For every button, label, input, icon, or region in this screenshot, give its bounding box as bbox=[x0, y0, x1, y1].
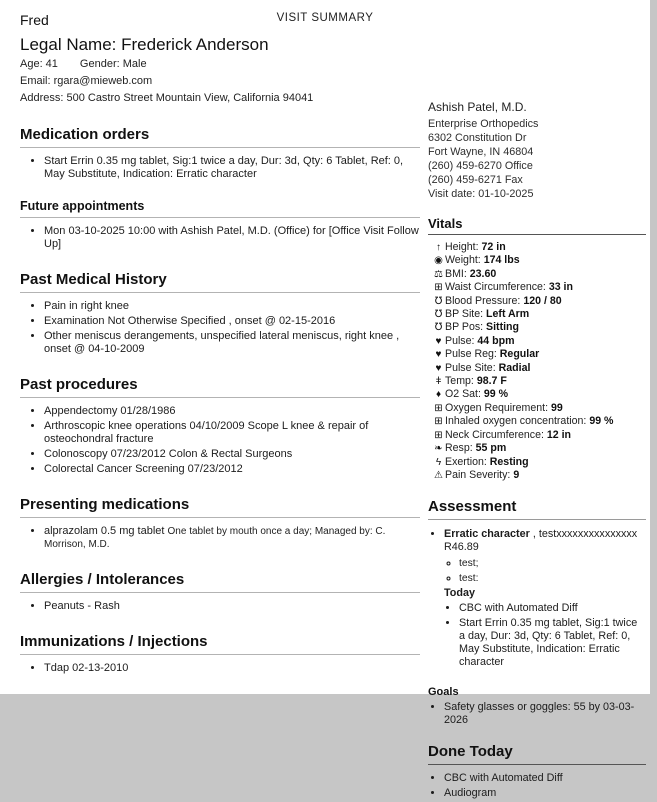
vital-row bbox=[432, 308, 646, 321]
patient-first-name: Fred bbox=[20, 12, 49, 28]
assessment-today-label: Today bbox=[444, 587, 475, 600]
assessment-diagnosis: Erratic character bbox=[444, 528, 530, 541]
vital-value: 33 in bbox=[548, 281, 573, 294]
immunization-item: • Tdap 02-13-2010 bbox=[44, 662, 420, 675]
procedure-item: • Colorectal Cancer Screening 07/23/2012 bbox=[44, 463, 420, 476]
vital-label: Pulse: bbox=[445, 334, 475, 347]
stethoscope-icon: ℧ bbox=[434, 309, 443, 321]
section-medication-orders bbox=[20, 126, 420, 181]
heart-icon: ♥ bbox=[435, 335, 442, 347]
vitals-heading: Vitals bbox=[428, 216, 646, 235]
medication-order-item: • Start Errin 0.35 mg tablet, Sig:1 twice a day, Dur: 3d, Qty: 6 Tablet, Ref: 0, May Substitute, Indication: Erratic character bbox=[44, 155, 420, 181]
medication-orders-list bbox=[20, 155, 420, 181]
medkit-icon: ⊞ bbox=[434, 402, 443, 414]
vital-label: Inhaled oxygen concentration: bbox=[445, 415, 587, 428]
assessment-heading: Assessment bbox=[428, 498, 646, 520]
allergy-item: • Peanuts - Rash bbox=[44, 600, 420, 613]
vital-value: 99 % bbox=[483, 388, 509, 401]
history-item: • Pain in right knee bbox=[44, 300, 420, 313]
medkit-icon: ⊞ bbox=[434, 416, 443, 428]
vital-row bbox=[432, 469, 646, 482]
vital-row bbox=[432, 375, 646, 388]
vital-label: Temp: bbox=[445, 375, 474, 388]
assessment-diagnosis-detail: , testxxxxxxxxxxxxxxx R46.89 bbox=[444, 528, 638, 554]
appointment-item: • Mon 03-10-2025 10:00 with Ashish Patel, M.D. (Office) for [Office Visit Follow Up] bbox=[44, 225, 420, 251]
vital-value: 174 lbs bbox=[483, 254, 520, 267]
leaf-icon: ❧ bbox=[434, 443, 443, 455]
vital-label: Weight: bbox=[445, 254, 481, 267]
vital-row bbox=[432, 348, 646, 361]
provider-line: Visit date: 01-10-2025 bbox=[428, 188, 534, 200]
vital-label: Neck Circumference: bbox=[445, 428, 544, 441]
vital-label: BP Site: bbox=[445, 308, 484, 321]
medication-detail: One tablet by mouth once a day; Managed by: C. Morrison, M.D. bbox=[44, 526, 386, 550]
patient-address: Address: 500 Castro Street Mountain View, California 94041 bbox=[20, 92, 314, 104]
vital-row bbox=[432, 254, 646, 267]
balance-icon: ⚖ bbox=[434, 268, 443, 280]
assessment-today-item: • CBC with Automated Diff bbox=[459, 602, 646, 615]
heart-icon: ♥ bbox=[435, 349, 442, 361]
thermometer-icon: ǂ bbox=[435, 376, 442, 388]
provider-block bbox=[428, 100, 646, 201]
warning-icon: ⚠ bbox=[434, 469, 443, 481]
section-assessment bbox=[428, 498, 646, 669]
assessment-today-list bbox=[444, 602, 646, 669]
past-procedures-list bbox=[20, 405, 420, 476]
page-title: VISIT SUMMARY bbox=[276, 12, 374, 24]
vitals-list bbox=[428, 241, 646, 482]
vital-value: Sitting bbox=[486, 321, 519, 334]
heart-icon: ♥ bbox=[435, 362, 442, 374]
assessment-today-item: • Start Errin 0.35 mg tablet, Sig:1 twice a day, Dur: 3d, Qty: 6 Tablet, Ref: 0, May Substitute, Indication: Erratic character bbox=[459, 617, 646, 669]
medication-orders-heading: Medication orders bbox=[20, 126, 420, 148]
done-today-list bbox=[428, 772, 646, 800]
patient-gender: Gender: Male bbox=[79, 58, 147, 70]
patient-age: Age: 41 bbox=[20, 58, 58, 70]
section-presenting-medications bbox=[20, 496, 420, 551]
presenting-medication-item bbox=[44, 525, 420, 551]
droplet-icon: ♦ bbox=[435, 389, 442, 401]
vital-value: 120 / 80 bbox=[523, 294, 562, 307]
medication-name: alprazolam 0.5 mg tablet bbox=[44, 525, 165, 537]
provider-line: Enterprise Orthopedics bbox=[428, 118, 539, 130]
patient-email: Email: rgara@mieweb.com bbox=[20, 75, 153, 87]
scale-icon: ◉ bbox=[434, 255, 443, 267]
done-today-item: • Audiogram bbox=[444, 787, 646, 800]
past-procedures-heading: Past procedures bbox=[20, 376, 420, 398]
vital-row bbox=[432, 415, 646, 428]
provider-line: Fort Wayne, IN 46804 bbox=[428, 146, 534, 158]
procedure-item: • Arthroscopic knee operations 04/10/2009 Scope L knee & repair of osteochondral fracture bbox=[44, 420, 420, 446]
vital-row bbox=[432, 295, 646, 308]
assessment-sub-item: ◦ test: bbox=[459, 572, 646, 585]
stethoscope-icon: ℧ bbox=[434, 322, 443, 334]
immunizations-list bbox=[20, 662, 420, 675]
vital-row bbox=[432, 241, 646, 254]
vital-row bbox=[432, 456, 646, 469]
vital-value: 44 bpm bbox=[477, 334, 515, 347]
allergies-list bbox=[20, 600, 420, 613]
presenting-medications-list bbox=[20, 525, 420, 551]
vital-label: Exertion: bbox=[445, 455, 487, 468]
assessment-sub-item: ◦ test; bbox=[459, 557, 646, 570]
lightning-icon: ϟ bbox=[435, 456, 442, 468]
vital-label: Height: bbox=[445, 241, 479, 253]
presenting-medications-heading: Presenting medications bbox=[20, 496, 420, 518]
right-column bbox=[428, 100, 646, 802]
provider-name: Ashish Patel, M.D. bbox=[428, 100, 527, 114]
immunizations-heading: Immunizations / Injections bbox=[20, 633, 420, 655]
vital-value: 99 % bbox=[589, 415, 614, 428]
medkit-icon: ⊞ bbox=[434, 429, 443, 441]
vital-label: Blood Pressure: bbox=[445, 294, 521, 307]
vital-value: Left Arm bbox=[486, 308, 530, 321]
section-goals bbox=[428, 686, 646, 727]
vital-value: 23.60 bbox=[469, 267, 497, 280]
section-past-procedures bbox=[20, 376, 420, 476]
vital-value: 55 pm bbox=[475, 442, 507, 455]
assessment-list bbox=[428, 528, 646, 669]
future-appointments-list bbox=[20, 225, 420, 251]
allergies-heading: Allergies / Intolerances bbox=[20, 571, 420, 593]
arrow-up-icon: ↑ bbox=[436, 242, 441, 253]
vital-label: BMI: bbox=[445, 267, 467, 280]
vital-row bbox=[432, 335, 646, 348]
past-medical-history-heading: Past Medical History bbox=[20, 271, 420, 293]
provider-line: 6302 Constitution Dr bbox=[428, 132, 527, 144]
vital-label: Resp: bbox=[445, 442, 473, 455]
section-immunizations bbox=[20, 633, 420, 675]
patient-legal-name: Legal Name: Frederick Anderson bbox=[20, 35, 269, 54]
vital-label: Oxygen Requirement: bbox=[445, 401, 549, 414]
vital-row bbox=[432, 429, 646, 442]
vital-row bbox=[432, 268, 646, 281]
vital-value: Radial bbox=[498, 361, 531, 374]
vital-row bbox=[432, 402, 646, 415]
history-item: • Other meniscus derangements, unspecified lateral meniscus, right knee , onset @ 04-10-2009 bbox=[44, 330, 420, 356]
section-done-today bbox=[428, 743, 646, 800]
patient-age-gender bbox=[20, 57, 420, 72]
assessment-item bbox=[444, 528, 646, 669]
vital-label: O2 Sat: bbox=[445, 388, 481, 401]
vital-row bbox=[432, 442, 646, 455]
goals-heading: Goals bbox=[428, 686, 459, 699]
vital-value: 98.7 F bbox=[476, 375, 507, 388]
future-appointments-heading: Future appointments bbox=[20, 199, 420, 218]
provider-line: (260) 459-6270 Office bbox=[428, 160, 533, 172]
vital-value: 99 bbox=[551, 401, 563, 414]
vital-row bbox=[432, 362, 646, 375]
vital-row bbox=[432, 321, 646, 334]
procedure-item: • Appendectomy 01/28/1986 bbox=[44, 405, 420, 418]
vital-value: 72 in bbox=[481, 241, 506, 253]
assessment-sub-list bbox=[444, 557, 646, 585]
vital-value: Resting bbox=[489, 455, 529, 468]
stethoscope-icon: ℧ bbox=[434, 295, 443, 307]
section-allergies bbox=[20, 571, 420, 613]
done-today-heading: Done Today bbox=[428, 743, 646, 765]
vital-label: Waist Circumference: bbox=[445, 281, 546, 294]
vital-value: Regular bbox=[499, 348, 540, 361]
history-item: • Examination Not Otherwise Specified , onset @ 02-15-2016 bbox=[44, 315, 420, 328]
vital-value: 9 bbox=[513, 468, 520, 481]
vital-label: Pulse Site: bbox=[445, 361, 496, 374]
provider-lines bbox=[428, 117, 646, 201]
procedure-item: • Colonoscopy 07/23/2012 Colon & Rectal Surgeons bbox=[44, 448, 420, 461]
vital-row bbox=[432, 281, 646, 294]
section-vitals bbox=[428, 216, 646, 482]
left-column bbox=[0, 126, 420, 675]
section-future-appointments bbox=[20, 199, 420, 251]
vital-value: 12 in bbox=[546, 428, 572, 441]
vital-label: BP Pos: bbox=[445, 321, 484, 334]
done-today-item: • CBC with Automated Diff bbox=[444, 772, 646, 785]
goals-list bbox=[428, 701, 646, 727]
vital-row bbox=[432, 388, 646, 401]
goal-item: • Safety glasses or goggles: 55 by 03-03-2026 bbox=[444, 701, 646, 727]
medkit-icon: ⊞ bbox=[434, 282, 443, 294]
section-past-medical-history bbox=[20, 271, 420, 356]
provider-line: (260) 459-6271 Fax bbox=[428, 174, 523, 186]
past-medical-history-list bbox=[20, 300, 420, 356]
vital-label: Pain Severity: bbox=[445, 468, 511, 481]
vital-label: Pulse Reg: bbox=[445, 348, 497, 361]
